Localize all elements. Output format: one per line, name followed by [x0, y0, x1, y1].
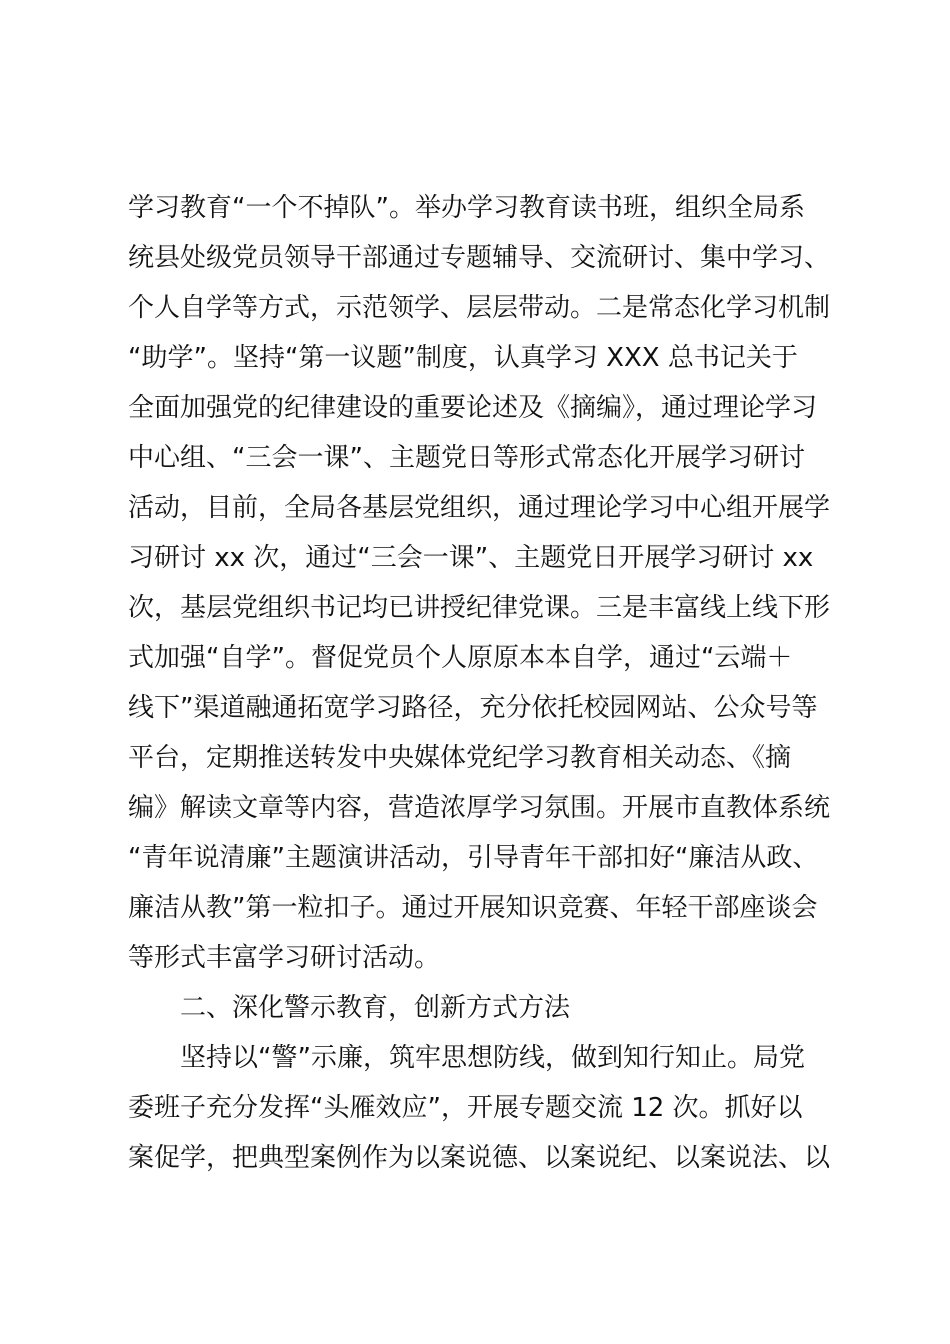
- text-line: 案促学，把典型案例作为以案说德、以案说纪、以案说法、以: [128, 1143, 831, 1173]
- document-body: [128, 183, 848, 1183]
- text-line: 次，基层党组织书记均已讲授纪律党课。三是丰富线上线下形: [128, 593, 831, 623]
- text-line: 学习教育“一个不掉队”。举办学习教育读书班，组织全局系: [128, 193, 805, 223]
- paragraph-study-education: [128, 183, 848, 983]
- text-line: 编》解读文章等内容，营造浓厚学习氛围。开展市直教体系统: [128, 793, 831, 823]
- text-line: 坚持以“警”示廉，筑牢思想防线，做到知行知止。局党: [180, 1043, 805, 1073]
- text-line: 线下”渠道融通拓宽学习路径，充分依托校园网站、公众号等: [128, 693, 818, 723]
- paragraph-warning-education: [128, 1033, 848, 1183]
- text-line: 个人自学等方式，示范领学、层层带动。二是常态化学习机制: [128, 293, 831, 323]
- text-line: 委班子充分发挥“头雁效应”，开展专题交流 12 次。抓好以: [128, 1093, 803, 1123]
- text-line: 活动，目前，全局各基层党组织，通过理论学习中心组开展学: [128, 493, 831, 523]
- section-heading-text: 二、深化警示教育，创新方式方法: [180, 993, 571, 1023]
- text-line: 廉洁从教”第一粒扣子。通过开展知识竞赛、年轻干部座谈会: [128, 893, 818, 923]
- text-line: 式加强“自学”。督促党员个人原原本本自学，通过“云端＋: [128, 643, 793, 673]
- text-line: “青年说清廉”主题演讲活动，引导青年干部扣好“廉洁从政、: [128, 843, 819, 873]
- text-line: 统县处级党员领导干部通过专题辅导、交流研讨、集中学习、: [128, 243, 831, 273]
- text-line: 全面加强党的纪律建设的重要论述及《摘编》，通过理论学习: [128, 393, 818, 423]
- text-line: “助学”。坚持“第一议题”制度，认真学习 XXX 总书记关于: [128, 343, 798, 373]
- section-heading: [128, 983, 848, 1033]
- text-line: 习研讨 xx 次，通过“三会一课”、主题党日开展学习研讨 xx: [128, 543, 814, 573]
- text-line: 平台，定期推送转发中央媒体党纪学习教育相关动态、《摘: [128, 743, 792, 773]
- text-line: 等形式丰富学习研讨活动。: [128, 943, 441, 973]
- text-line: 中心组、“三会一课”、主题党日等形式常态化开展学习研讨: [128, 443, 805, 473]
